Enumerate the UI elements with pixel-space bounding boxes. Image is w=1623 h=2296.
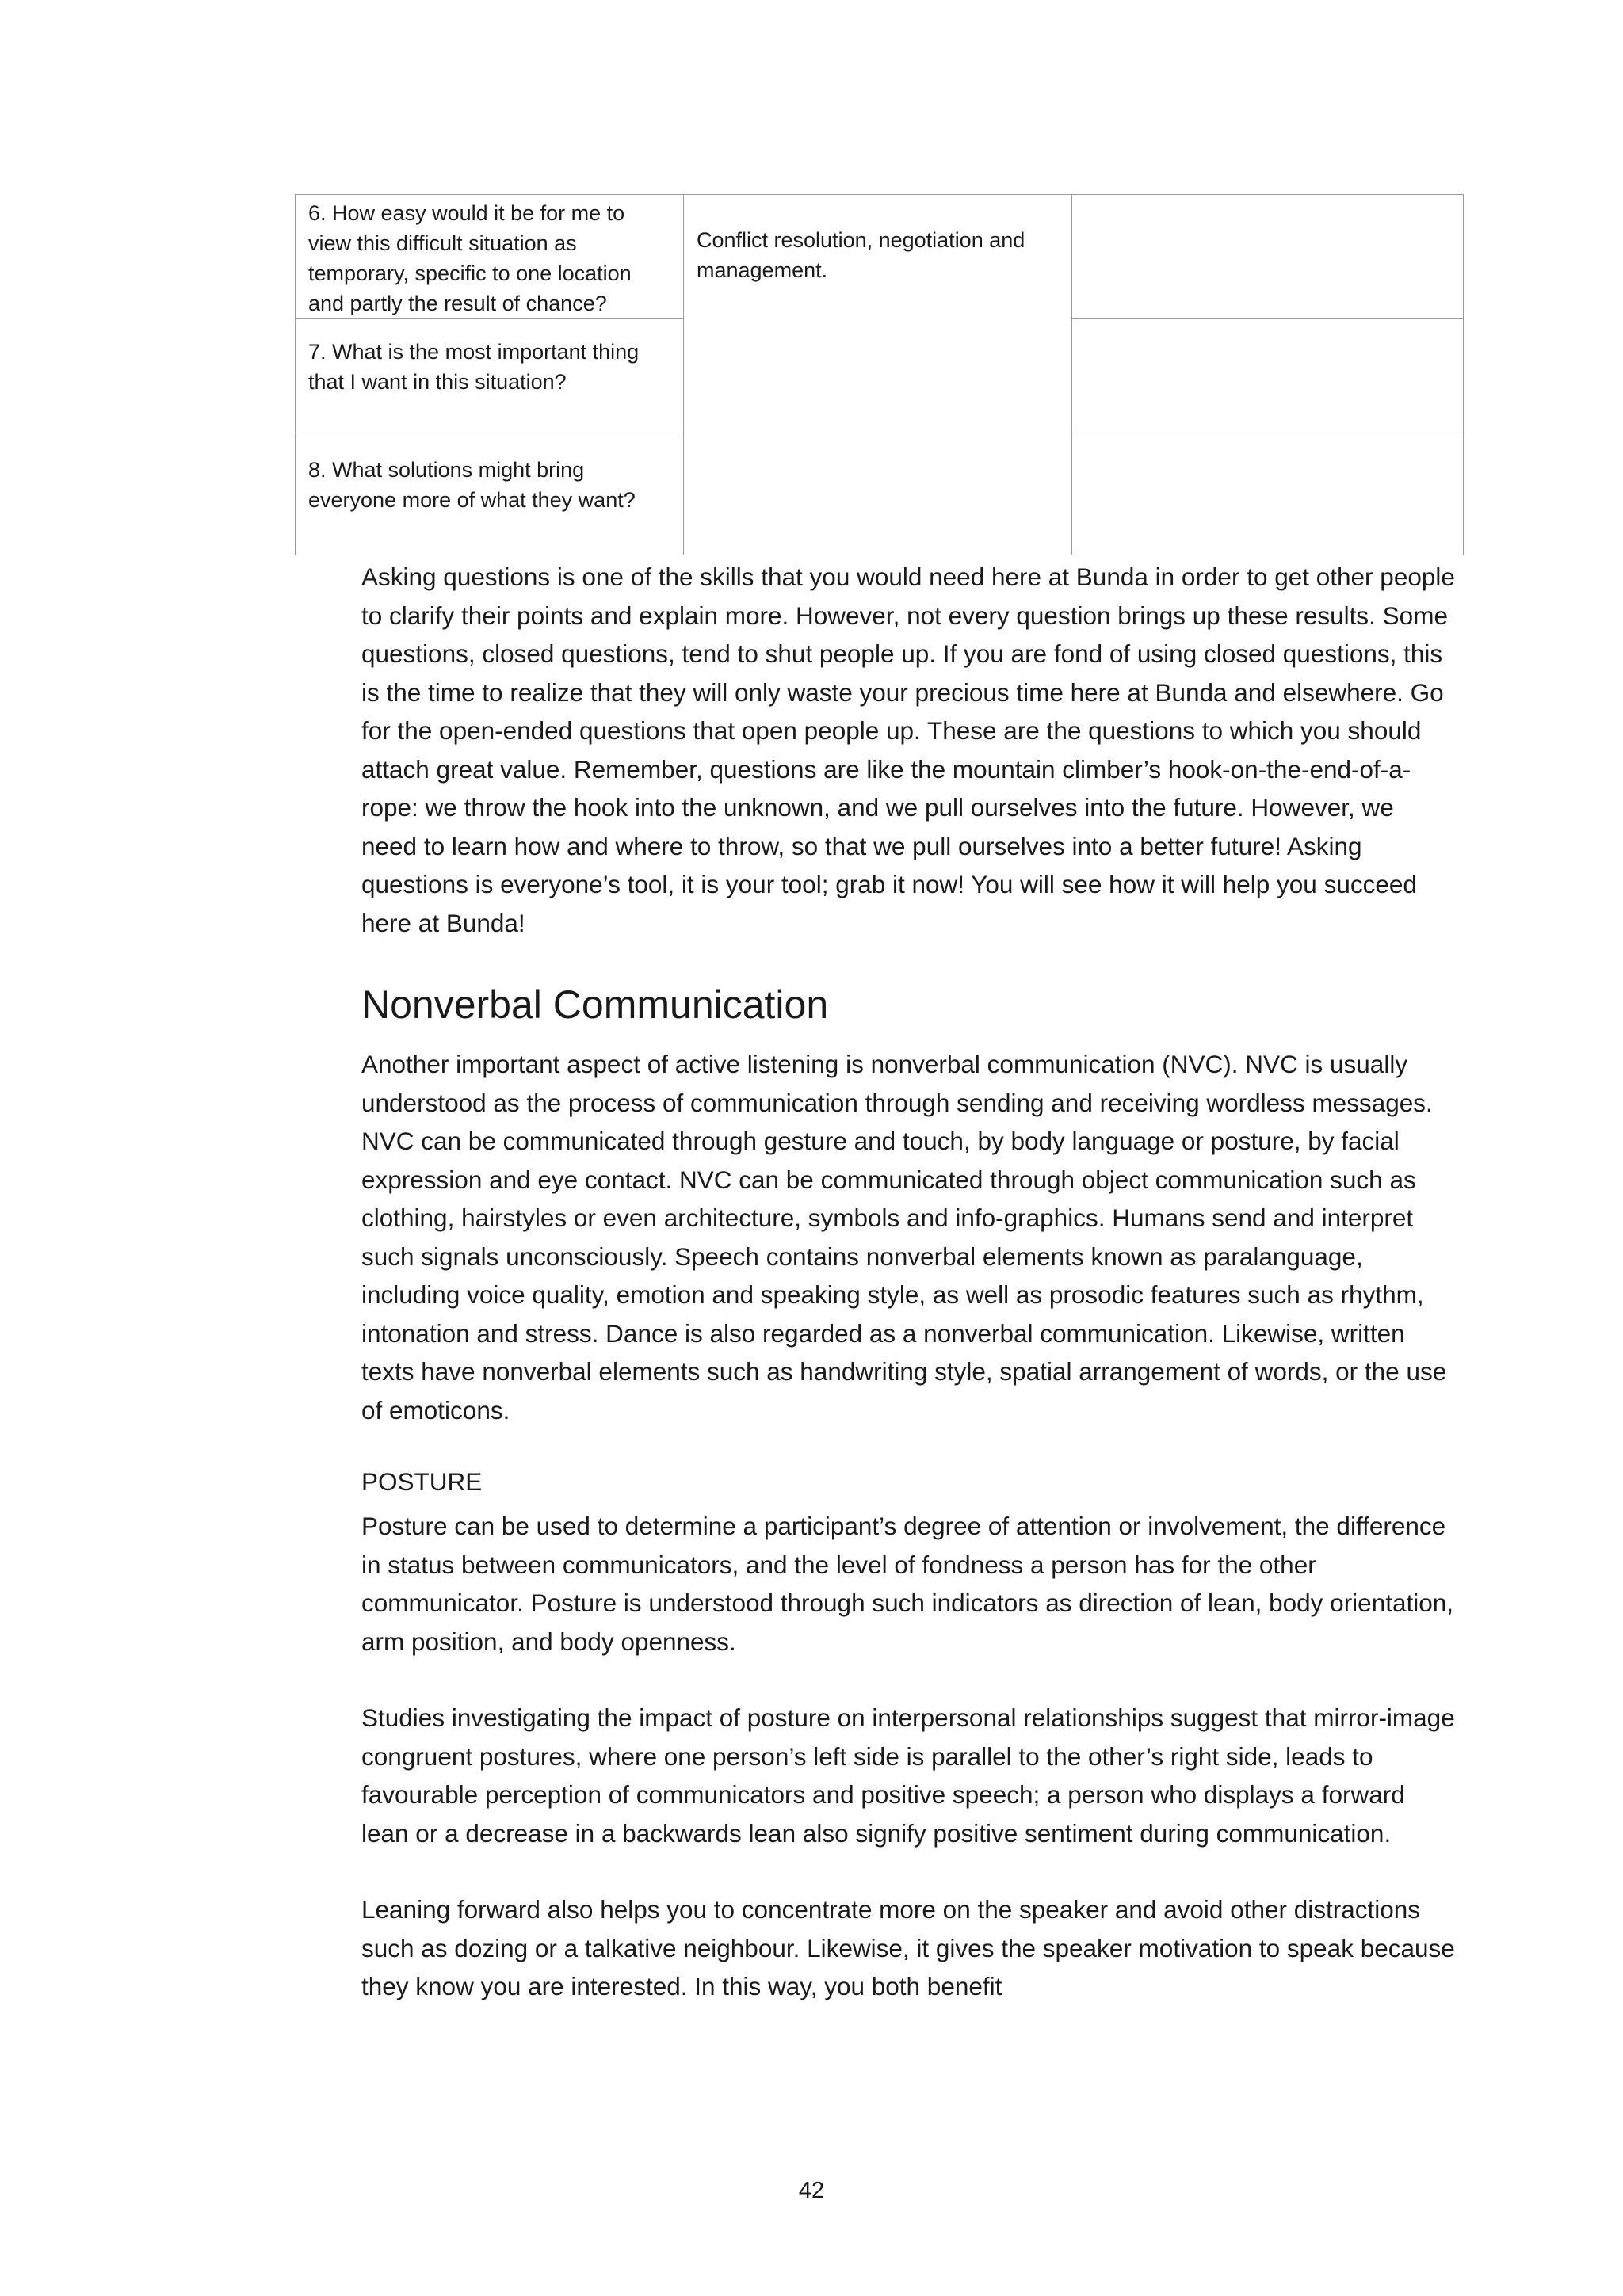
empty-answer-cell bbox=[1072, 195, 1464, 319]
paragraph-studies: Studies investigating the impact of posture on interpersonal relationships suggest that mirror-image congruent postures, where one person’s left side is parallel to the other’s right side, leads to favourable perception of communicators and positive speech; a person who displays a forward lean or a decrease in a backwards lean also signify positive sentiment during communication. bbox=[361, 1703, 1455, 1848]
topic-cell: Conflict resolution, negotiation and management. bbox=[684, 195, 1072, 555]
main-content bbox=[361, 558, 1455, 2006]
question-cell: 7. What is the most important thing that I want in this situation? bbox=[296, 319, 684, 437]
page-number: 42 bbox=[798, 2178, 825, 2203]
questions-table bbox=[295, 194, 1464, 555]
paragraph-leaning: Leaning forward also helps you to concentrate more on the speaker and avoid other distractions such as dozing or a talkative neighbour. Likewise, it gives the speaker motivation to speak because they know you are interested. In this way, you both benefit bbox=[361, 1895, 1455, 2000]
table-row bbox=[296, 195, 1464, 319]
paragraph-posture: Posture can be used to determine a participant’s degree of attention or involvement, the difference in status between communicators, and the level of fondness a person has for the other communicator. Posture is understood through such indicators as direction of lean, body orientation, arm position, and body openness. bbox=[361, 1512, 1454, 1656]
paragraph-asking-questions: Asking questions is one of the skills that you would need here at Bunda in order to get other people to clarify their points and explain more. However, not every question brings up these results. Some questions, closed questions, tend to shut people up. If you are fond of using closed questions, this is the time to realize that they will only waste your precious time here at Bunda and elsewhere. Go for the open-ended questions that open people up. These are the questions to which you should attach great value. Remember, questions are like the mountain climber’s hook-on-the-end-of-a-rope: we throw the hook into the unknown, and we pull ourselves into the future. However, we need to learn how and where to throw, so that we pull ourselves into a better future! Asking questions is everyone’s tool, it is your tool; grab it now! You will see how it will help you succeed here at Bunda! bbox=[361, 563, 1455, 937]
section-heading: Nonverbal Communication bbox=[361, 982, 829, 1027]
question-cell: 6. How easy would it be for me to view this difficult situation as temporary, specific to one location and partly the result of chance? bbox=[296, 195, 684, 319]
empty-answer-cell bbox=[1072, 319, 1464, 437]
subheading-posture: POSTURE bbox=[361, 1467, 483, 1496]
paragraph-nvc: Another important aspect of active listening is nonverbal communication (NVC). NVC is usually understood as the process of communication through sending and receiving wordless messages. NVC can be communicated through gesture and touch, by body language or posture, by facial expression and eye contact. NVC can be communicated through object communication such as clothing, hairstyles or even architecture, symbols and info-graphics. Humans send and interpret such signals unconsciously. Speech contains nonverbal elements known as paralanguage, including voice quality, emotion and speaking style, as well as prosodic features such as rhythm, intonation and stress. Dance is also regarded as a nonverbal communication. Likewise, written texts have nonverbal elements such as handwriting style, spatial arrangement of words, or the use of emoticons. bbox=[361, 1050, 1447, 1425]
empty-answer-cell bbox=[1072, 437, 1464, 555]
question-cell: 8. What solutions might bring everyone more of what they want? bbox=[296, 437, 684, 555]
